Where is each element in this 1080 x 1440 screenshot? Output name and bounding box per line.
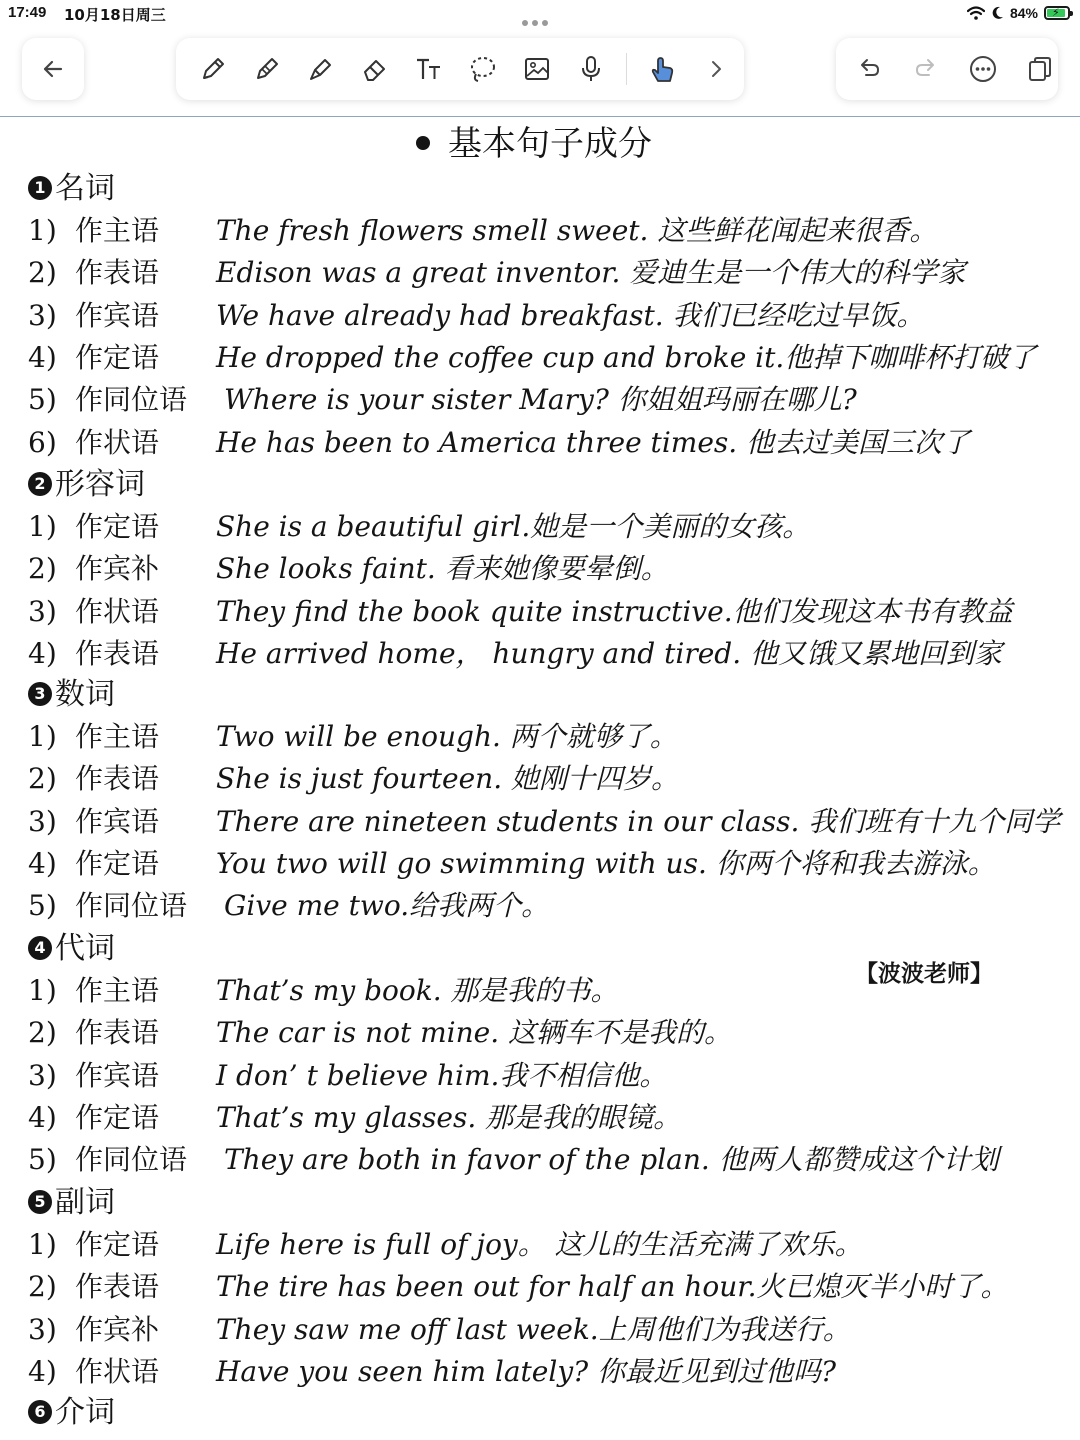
fountain-pen-button[interactable] xyxy=(248,50,286,88)
note-line xyxy=(28,211,1076,251)
note-title-text: 基本句子成分 xyxy=(448,124,652,164)
pages-icon xyxy=(1025,54,1055,84)
grammar-role: 作状语 xyxy=(75,595,160,628)
note-line xyxy=(28,717,1076,757)
highlighter-icon xyxy=(306,54,336,84)
grammar-role: 作主语 xyxy=(75,720,160,753)
section-heading-text: 名词 xyxy=(55,171,115,206)
redo-button[interactable] xyxy=(907,50,944,88)
note-line xyxy=(28,338,1076,378)
note-line xyxy=(28,1225,1076,1265)
section-heading xyxy=(28,675,115,715)
line-index: 2) xyxy=(28,1016,57,1049)
line-index: 5) xyxy=(28,383,57,416)
image-insert-button[interactable] xyxy=(518,50,556,88)
lasso-select-icon xyxy=(468,54,498,84)
example-sentence: The car is not mine. 这辆车不是我的。 xyxy=(216,1016,733,1049)
touch-mode-button[interactable] xyxy=(643,50,681,88)
note-line xyxy=(28,844,1076,884)
grammar-role: 作定语 xyxy=(75,847,160,880)
grammar-role: 作宾补 xyxy=(75,552,160,585)
example-sentence: She looks faint. 看来她像要晕倒。 xyxy=(216,552,669,585)
eraser-button[interactable] xyxy=(356,50,394,88)
example-sentence: She is just fourteen. 她刚十四岁。 xyxy=(216,762,680,795)
example-sentence: They find the book quite instructive.他们发现这本书有教益 xyxy=(216,595,1013,628)
status-bar xyxy=(0,0,1080,28)
section-heading xyxy=(28,169,115,209)
toolbar-separator xyxy=(626,53,627,85)
watermark-label: 【波波老师】 xyxy=(855,961,993,987)
line-index: 2) xyxy=(28,1270,57,1303)
grammar-role: 作定语 xyxy=(75,341,160,374)
example-sentence: Edison was a great inventor. 爱迪生是一个伟大的科学家 xyxy=(216,256,966,289)
grammar-role: 作状语 xyxy=(75,426,160,459)
example-sentence: Give me two.给我两个。 xyxy=(224,889,550,922)
note-line xyxy=(28,1056,1076,1096)
grammar-role: 作表语 xyxy=(75,256,160,289)
example-sentence: You two will go swimming with us. 你两个将和我去游泳。 xyxy=(216,847,996,880)
section-heading xyxy=(28,1393,115,1433)
example-sentence: We have already had breakfast. 我们已经吃过早饭。 xyxy=(216,299,925,332)
grammar-role: 作同位语 xyxy=(75,889,188,922)
line-index: 1) xyxy=(28,214,57,247)
document-actions xyxy=(836,38,1058,100)
line-index: 2) xyxy=(28,256,57,289)
example-sentence: He has been to America three times. 他去过美国三次了 xyxy=(216,426,971,459)
example-sentence: I don’ t believe him.我不相信他。 xyxy=(216,1059,668,1092)
note-line xyxy=(28,886,1076,926)
note-line xyxy=(28,802,1076,842)
undo-button[interactable] xyxy=(850,50,887,88)
status-date: 10月18日周三 xyxy=(64,6,166,24)
example-sentence: There are nineteen students in our class. 我们班有十九个同学 xyxy=(216,805,1061,838)
note-line xyxy=(28,1140,1076,1180)
multitasking-dots-icon[interactable] xyxy=(522,11,558,17)
example-sentence: She is a beautiful girl.她是一个美丽的女孩。 xyxy=(216,510,811,543)
wifi-icon xyxy=(967,6,985,20)
grammar-role: 作表语 xyxy=(75,1270,160,1303)
example-sentence: The fresh flowers smell sweet. 这些鲜花闻起来很香。 xyxy=(216,214,938,247)
status-time: 17:49 xyxy=(8,4,47,21)
note-line xyxy=(28,592,1076,632)
line-index: 3) xyxy=(28,805,57,838)
example-sentence: Have you seen him lately? 你最近见到过他吗? xyxy=(216,1355,837,1388)
line-index: 5) xyxy=(28,1143,57,1176)
pages-button[interactable] xyxy=(1021,50,1058,88)
grammar-role: 作宾补 xyxy=(75,1313,160,1346)
grammar-role: 作定语 xyxy=(75,1228,160,1261)
grammar-role: 作宾语 xyxy=(75,805,160,838)
section-heading xyxy=(28,1183,115,1223)
note-line xyxy=(28,971,1076,1011)
back-button[interactable] xyxy=(22,38,84,100)
note-line xyxy=(28,549,1076,589)
section-heading-text: 数词 xyxy=(55,677,115,712)
note-line xyxy=(28,634,1076,674)
line-index: 6) xyxy=(28,426,57,459)
status-indicators xyxy=(967,3,1070,23)
grammar-role: 作状语 xyxy=(75,1355,160,1388)
section-heading-text: 介词 xyxy=(55,1395,115,1430)
text-tool-button[interactable] xyxy=(410,50,448,88)
grammar-role: 作主语 xyxy=(75,214,160,247)
example-sentence: Two will be enough. 两个就够了。 xyxy=(216,720,678,753)
section-heading xyxy=(28,465,145,505)
example-sentence: The tire has been out for half an hour.火已熄灭半小时了。 xyxy=(216,1270,1009,1303)
line-index: 4) xyxy=(28,1355,57,1388)
example-sentence: That’s my glasses. 那是我的眼镜。 xyxy=(216,1101,682,1134)
fountain-pen-icon xyxy=(252,54,282,84)
line-index: 4) xyxy=(28,341,57,374)
note-line xyxy=(28,423,1076,463)
note-line xyxy=(28,253,1076,293)
back-arrow-icon xyxy=(39,55,67,83)
lasso-button[interactable] xyxy=(464,50,502,88)
line-index: 3) xyxy=(28,1313,57,1346)
grammar-role: 作宾语 xyxy=(75,1059,160,1092)
section-heading-text: 形容词 xyxy=(55,467,145,502)
grammar-role: 作宾语 xyxy=(75,299,160,332)
example-sentence: He arrived home， hungry and tired. 他又饿又累地回到家 xyxy=(216,637,1002,670)
image-insert-icon xyxy=(522,54,552,84)
note-line xyxy=(28,1013,1076,1053)
note-line xyxy=(28,1310,1076,1350)
note-line xyxy=(28,1352,1076,1392)
pen-tool-button[interactable] xyxy=(194,50,232,88)
highlighter-button[interactable] xyxy=(302,50,340,88)
moon-icon xyxy=(991,6,1004,20)
line-index: 2) xyxy=(28,552,57,585)
note-line xyxy=(28,507,1076,547)
more-options-button[interactable] xyxy=(964,50,1001,88)
grammar-role: 作同位语 xyxy=(75,1143,188,1176)
chevron-right-icon xyxy=(701,54,731,84)
line-index: 1) xyxy=(28,1228,57,1261)
note-line xyxy=(28,380,1076,420)
line-index: 5) xyxy=(28,889,57,922)
microphone-icon xyxy=(576,54,606,84)
grammar-role: 作定语 xyxy=(75,1101,160,1134)
battery-icon: ⚡ xyxy=(1044,6,1070,20)
grammar-role: 作表语 xyxy=(75,637,160,670)
example-sentence: Where is your sister Mary? 你姐姐玛丽在哪儿? xyxy=(224,383,857,416)
note-title xyxy=(416,122,652,166)
section-number-badge: 1 xyxy=(28,176,52,200)
section-heading xyxy=(28,929,115,969)
microphone-button[interactable] xyxy=(572,50,610,88)
redo-icon xyxy=(911,54,941,84)
note-line xyxy=(28,1098,1076,1138)
example-sentence: Life here is full of joy。 这儿的生活充满了欢乐。 xyxy=(216,1228,863,1261)
line-index: 3) xyxy=(28,595,57,628)
section-heading-text: 代词 xyxy=(55,931,115,966)
line-index: 1) xyxy=(28,974,57,1007)
section-number-badge: 5 xyxy=(28,1190,52,1214)
line-index: 3) xyxy=(28,299,57,332)
drawing-toolbar xyxy=(176,38,744,100)
grammar-role: 作表语 xyxy=(75,1016,160,1049)
section-number-badge: 4 xyxy=(28,936,52,960)
grammar-role: 作同位语 xyxy=(75,383,188,416)
line-index: 4) xyxy=(28,847,57,880)
example-sentence: That’s my book. 那是我的书。 xyxy=(216,974,619,1007)
grammar-role: 作表语 xyxy=(75,762,160,795)
undo-icon xyxy=(854,54,884,84)
line-index: 3) xyxy=(28,1059,57,1092)
more-tools-button[interactable] xyxy=(697,50,735,88)
example-sentence: They saw me off last week.上周他们为我送行。 xyxy=(216,1313,851,1346)
section-heading-text: 副词 xyxy=(55,1185,115,1220)
line-index: 1) xyxy=(28,510,57,543)
line-index: 4) xyxy=(28,1101,57,1134)
note-line xyxy=(28,1267,1076,1307)
battery-percent: 84% xyxy=(1009,5,1038,21)
line-index: 4) xyxy=(28,637,57,670)
grammar-role: 作定语 xyxy=(75,510,160,543)
example-sentence: He dropped the coffee cup and broke it.他掉下咖啡杯打破了 xyxy=(216,341,1037,374)
touch-hand-icon xyxy=(647,54,677,84)
example-sentence: They are both in favor of the plan. 他两人都赞成这个计划 xyxy=(224,1143,999,1176)
section-number-badge: 6 xyxy=(28,1400,52,1424)
note-canvas[interactable] xyxy=(0,117,1080,1440)
section-number-badge: 3 xyxy=(28,682,52,706)
section-number-badge: 2 xyxy=(28,472,52,496)
line-index: 2) xyxy=(28,762,57,795)
grammar-role: 作主语 xyxy=(75,974,160,1007)
more-options-icon xyxy=(968,54,998,84)
note-line xyxy=(28,296,1076,336)
line-index: 1) xyxy=(28,720,57,753)
bullet-icon xyxy=(416,136,430,150)
note-line xyxy=(28,759,1076,799)
text-tool-icon xyxy=(414,54,444,84)
pen-tool-icon xyxy=(198,54,228,84)
eraser-icon xyxy=(360,54,390,84)
